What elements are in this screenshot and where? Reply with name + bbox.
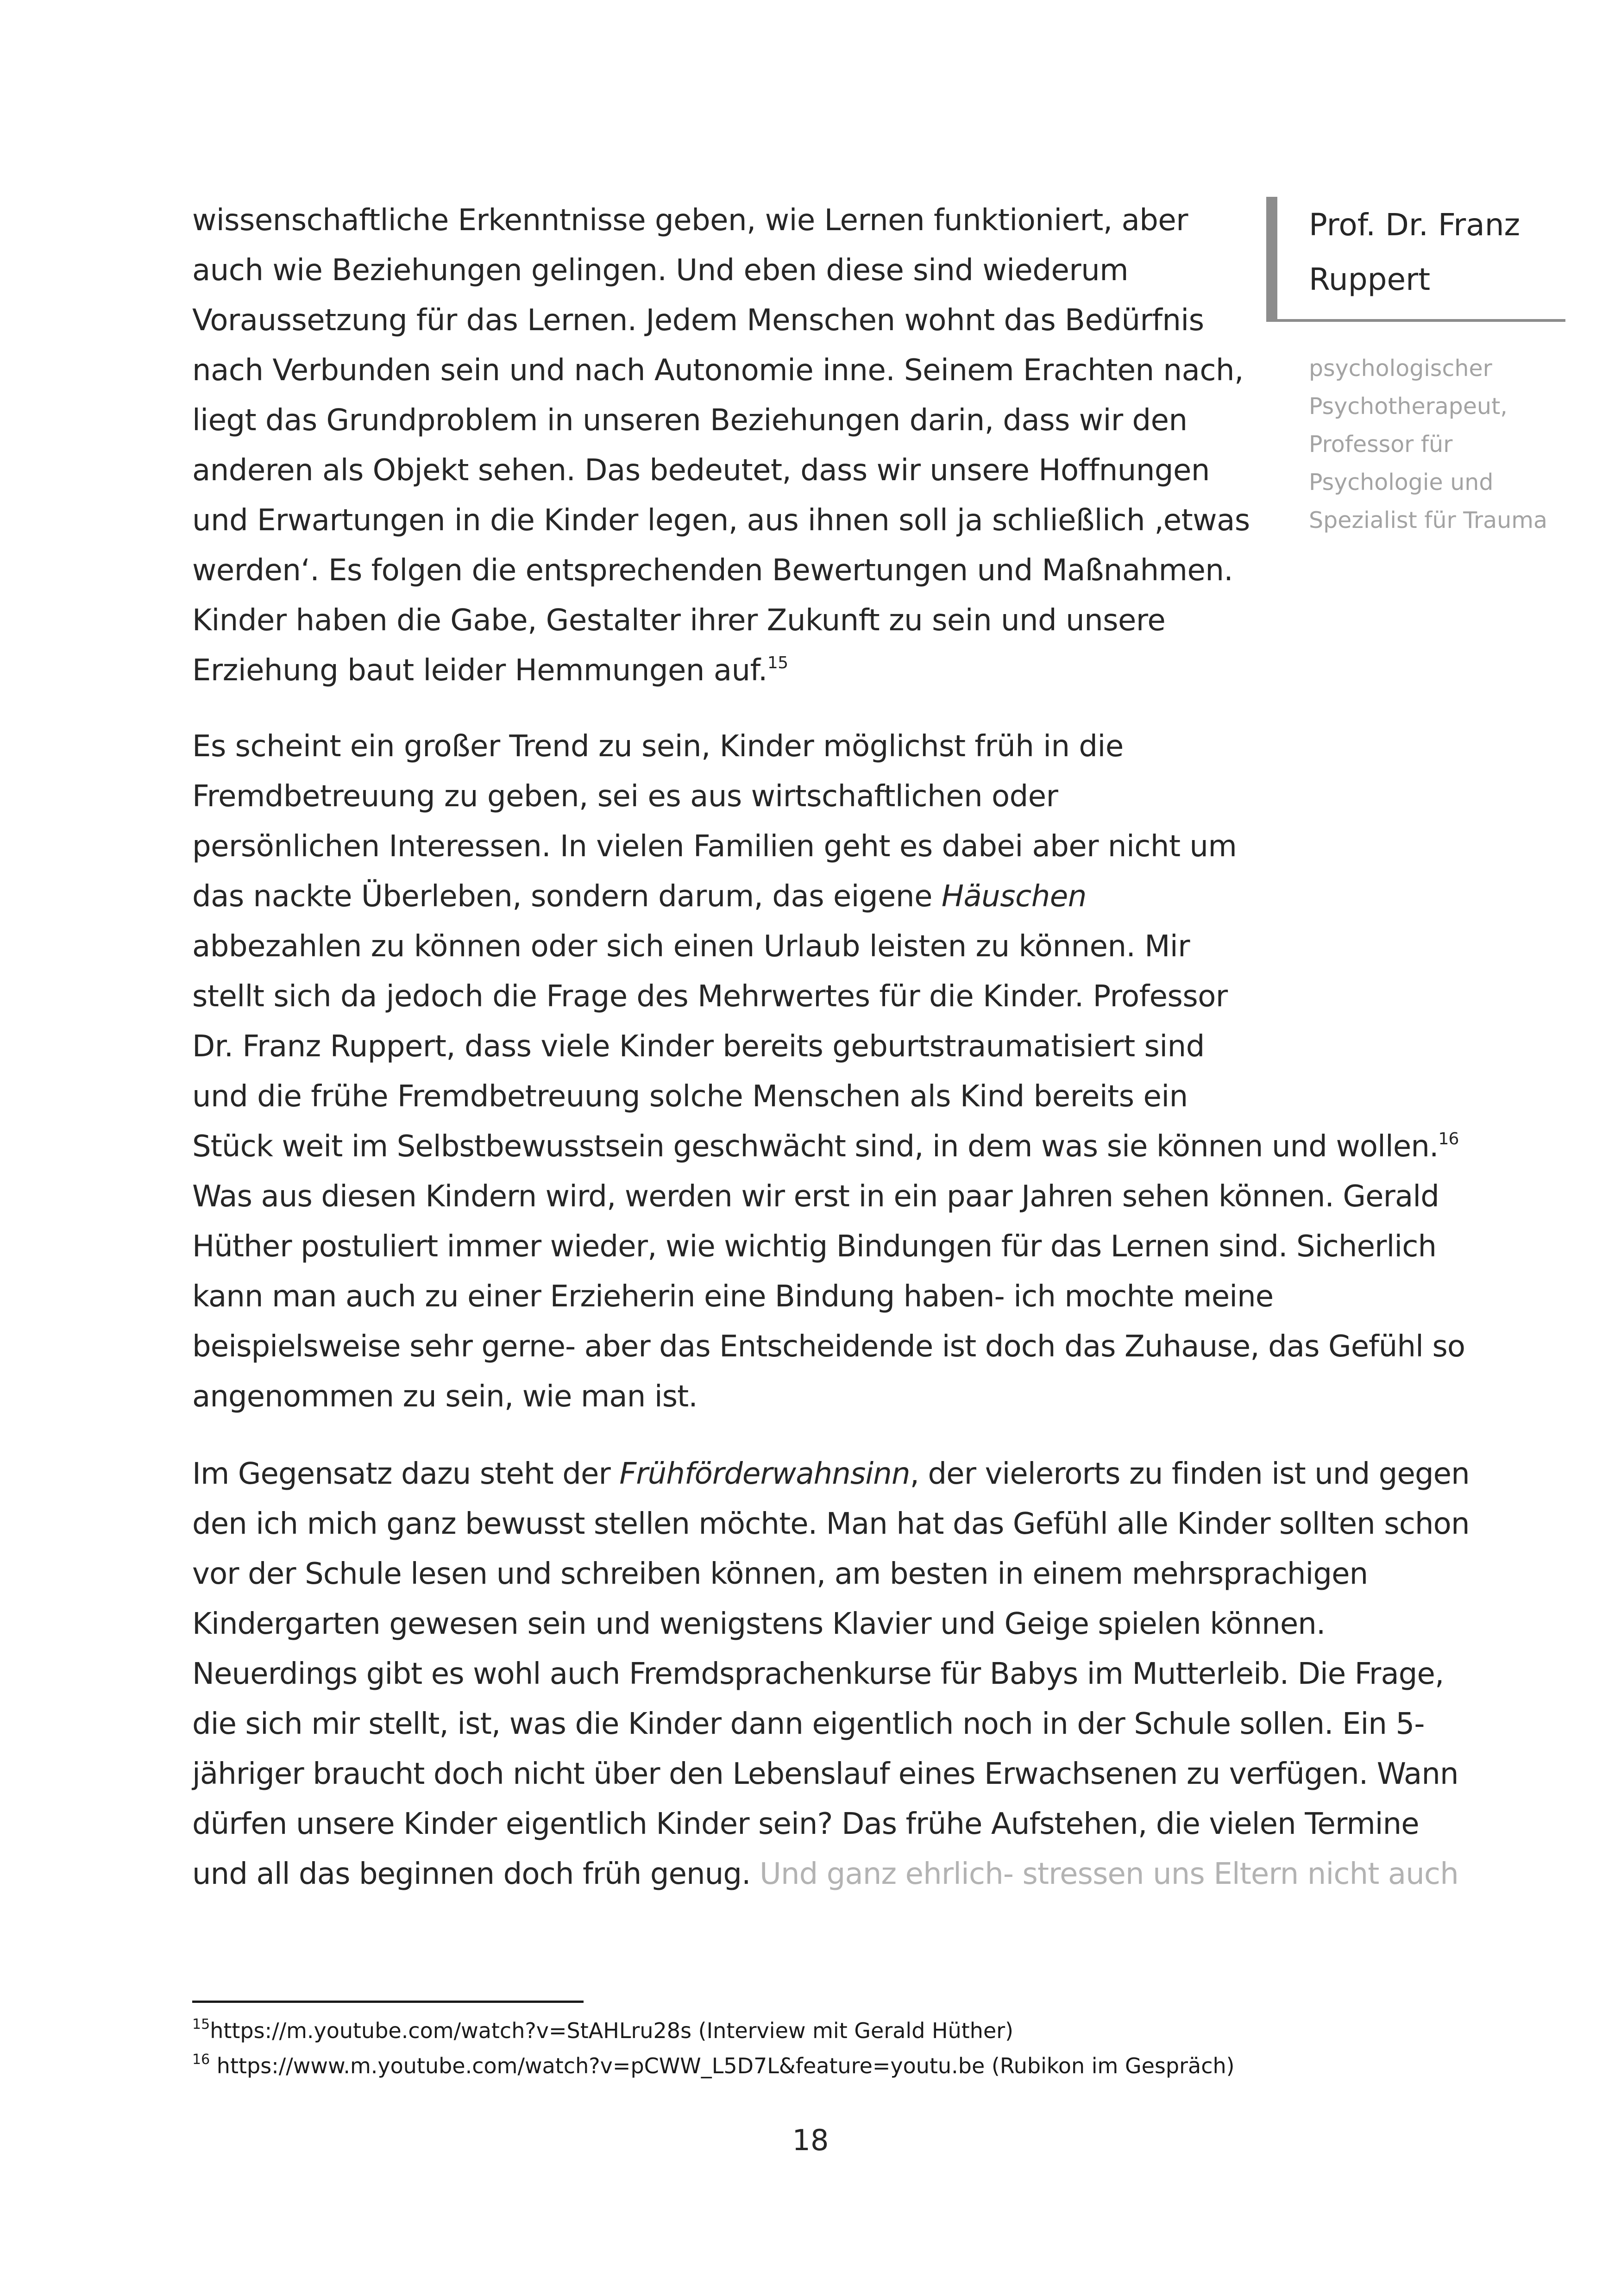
paragraph-3-line: vor der Schule lesen und schreiben können, am besten in einem mehrsprachigen: [192, 1557, 1368, 1591]
paragraph-2-line: abbezahlen zu können oder sich einen Urlaub leisten zu können. Mir: [192, 929, 1190, 964]
paragraph-2-line: Was aus diesen Kindern wird, werden wir erst in ein paar Jahren sehen können. Gerald: [192, 1179, 1439, 1214]
paragraph-1-line: auch wie Beziehungen gelingen. Und eben diese sind wiederum: [192, 253, 1129, 288]
paragraph-3-line-1-prefix: Im Gegensatz dazu steht der: [192, 1457, 620, 1491]
faded-continuation-text: Und ganz ehrlich- stressen uns Eltern nicht auch: [760, 1857, 1458, 1891]
paragraph-2-line-ref: [192, 1121, 1459, 1172]
paragraph-2-line: Hüther postuliert immer wieder, wie wichtig Bindungen für das Lernen sind. Sicherlich: [192, 1230, 1437, 1264]
paragraph-3-line-1-suffix: , der vielerorts zu finden ist und gegen: [910, 1457, 1470, 1491]
footnote-16: [192, 2049, 1235, 2083]
paragraph-3-line: Neuerdings gibt es wohl auch Fremdsprachenkurse für Babys im Mutterleib. Die Frage,: [192, 1657, 1444, 1691]
paragraph-1-last-line-text: Erziehung baut leider Hemmungen auf.: [192, 653, 767, 688]
sidebar-underline: [1277, 319, 1565, 322]
footnote-ref-15[interactable]: 15: [767, 653, 788, 672]
paragraph-2-line-italic: [192, 871, 1087, 922]
paragraph-2-line: kann man auch zu einer Erzieherin eine Bindung haben- ich mochte meine: [192, 1280, 1274, 1314]
paragraph-2-line: persönlichen Interessen. In vielen Familien geht es dabei aber nicht um: [192, 829, 1237, 864]
paragraph-2-line: Fremdbetreuung zu geben, sei es aus wirtschaftlichen oder: [192, 779, 1058, 814]
paragraph-2-line: stellt sich da jedoch die Frage des Mehrwertes für die Kinder. Professor: [192, 979, 1228, 1014]
paragraph-1-line: nach Verbunden sein und nach Autonomie inne. Seinem Erachten nach,: [192, 353, 1244, 388]
paragraph-1-line: anderen als Objekt sehen. Das bedeutet, dass wir unsere Hoffnungen: [192, 453, 1210, 488]
sidebar-description-line-2: Psychotherapeut,: [1309, 393, 1508, 420]
paragraph-3-line: dürfen unsere Kinder eigentlich Kinder sein? Das frühe Aufstehen, die vielen Termine: [192, 1807, 1419, 1841]
paragraph-2-line: angenommen zu sein, wie man ist.: [192, 1380, 697, 1414]
sidebar-description-line-5: Spezialist für Trauma: [1309, 507, 1548, 533]
italic-term-fruehfoerderwahnsinn: Frühförderwahnsinn: [619, 1457, 910, 1491]
paragraph-2-line-ref-text: Stück weit im Selbstbewusstsein geschwächt sind, in dem was sie können und wollen.: [192, 1129, 1439, 1164]
paragraph-2-line: Dr. Franz Ruppert, dass viele Kinder bereits geburtstraumatisiert sind: [192, 1029, 1205, 1064]
sidebar-accent-bar: [1266, 197, 1277, 322]
paragraph-1-line: wissenschaftliche Erkenntnisse geben, wie Lernen funktioniert, aber: [192, 203, 1188, 238]
paragraph-2-line: beispielsweise sehr gerne- aber das Entscheidende ist doch das Zuhause, das Gefühl so: [192, 1330, 1465, 1364]
sidebar-name-line-2: Ruppert: [1309, 262, 1431, 297]
paragraph-3-line-italic: [192, 1449, 1470, 1499]
footnote-separator: [192, 2001, 584, 2003]
paragraph-1-line: werden‘. Es folgen die entsprechenden Bewertungen und Maßnahmen.: [192, 553, 1233, 588]
footnote-link-16[interactable]: https://www.m.youtube.com/watch?v=pCWW_L5D7L&feature=youtu.be (Rubikon im Gespräch): [210, 2053, 1235, 2078]
footnote-number: 15: [192, 2016, 210, 2033]
sidebar-description-line-3: Professor für: [1309, 431, 1453, 458]
paragraph-3-line: die sich mir stellt, ist, was die Kinder dann eigentlich noch in der Schule sollen. Ein 5-: [192, 1707, 1425, 1741]
paragraph-2-line: Es scheint ein großer Trend zu sein, Kinder möglichst früh in die: [192, 729, 1124, 764]
italic-term-haeuschen: Häuschen: [941, 879, 1087, 914]
paragraph-3-line: den ich mich ganz bewusst stellen möchte. Man hat das Gefühl alle Kinder sollten schon: [192, 1507, 1470, 1541]
paragraph-2-line-4-prefix: das nackte Überleben, sondern darum, das eigene: [192, 879, 942, 914]
paragraph-1-line: Voraussetzung für das Lernen. Jedem Menschen wohnt das Bedürfnis: [192, 303, 1204, 338]
paragraph-1-line: Kinder haben die Gabe, Gestalter ihrer Zukunft zu sein und unsere: [192, 603, 1166, 638]
footnote-ref-16[interactable]: 16: [1438, 1129, 1459, 1148]
paragraph-1-line: und Erwartungen in die Kinder legen, aus ihnen soll ja schließlich ‚etwas: [192, 503, 1250, 538]
footnote-number: 16: [192, 2051, 210, 2068]
paragraph-3-last-line-text: und all das beginnen doch früh genug.: [192, 1857, 760, 1891]
paragraph-2-line: und die frühe Fremdbetreuung solche Menschen als Kind bereits ein: [192, 1079, 1188, 1114]
sidebar-name-line-1: Prof. Dr. Franz: [1309, 207, 1520, 243]
paragraph-1-last-line: [192, 645, 788, 696]
paragraph-1-line: liegt das Grundproblem in unseren Beziehungen darin, dass wir den: [192, 403, 1187, 438]
sidebar-description-line-4: Psychologie und: [1309, 469, 1494, 496]
footnote-15: [192, 2014, 1013, 2048]
page-number: 18: [792, 2123, 829, 2157]
paragraph-3-line: Kindergarten gewesen sein und wenigstens Klavier und Geige spielen können.: [192, 1607, 1326, 1641]
sidebar-description-line-1: psychologischer: [1309, 355, 1492, 382]
paragraph-3-line: jähriger braucht doch nicht über den Lebenslauf eines Erwachsenen zu verfügen. Wann: [192, 1757, 1458, 1791]
paragraph-3-last-line: [192, 1849, 1458, 1900]
footnote-link-15[interactable]: https://m.youtube.com/watch?v=StAHLru28s (Interview mit Gerald Hüther): [210, 2018, 1014, 2043]
